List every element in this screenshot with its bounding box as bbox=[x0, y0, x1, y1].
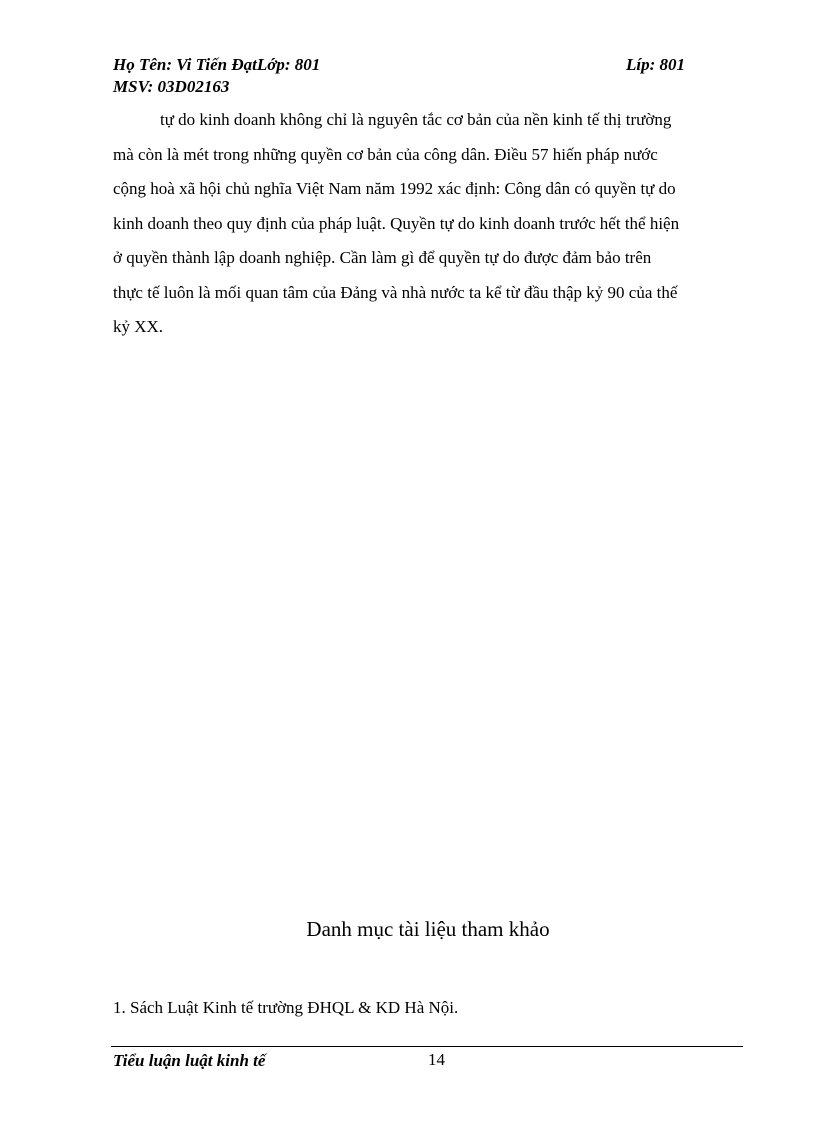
page-number: 14 bbox=[428, 1050, 445, 1069]
body-line: cộng hoà xã hội chủ nghĩa Việt Nam năm 1992 xác định: Công dân có quyền tự do bbox=[113, 179, 676, 198]
body-line: kinh doanh theo quy định của pháp luật. Quyền tự do kinh doanh trước hết thể hiện bbox=[113, 213, 680, 233]
body-line: thực tế luôn là mối quan tâm của Đảng và nhà nước ta kể từ đầu thập kỷ 90 của thế bbox=[113, 282, 678, 302]
header-class-right: Líp: 801 bbox=[626, 55, 686, 74]
body-line: kỷ XX. bbox=[113, 317, 164, 336]
body-paragraph bbox=[113, 103, 723, 345]
header-student-id: MSV: 03D02163 bbox=[113, 77, 230, 96]
body-line: tự do kinh doanh không chỉ là nguyên tắc cơ bản của nền kinh tế thị trường bbox=[160, 110, 672, 129]
footer-divider bbox=[111, 1046, 743, 1047]
reference-item: 1. Sách Luật Kinh tế trường ĐHQL & KD Hà Nội. bbox=[113, 998, 459, 1017]
footer-title: Tiểu luận luật kinh tế bbox=[113, 1051, 266, 1070]
body-line: ở quyền thành lập doanh nghiệp. Cần làm gì để quyền tự do được đảm bảo trên bbox=[113, 248, 652, 267]
references-title: Danh mục tài liệu tham khảo bbox=[306, 917, 550, 941]
header-student-name-class: Họ Tên: Vi Tiến ĐạtLớp: 801 bbox=[113, 55, 321, 74]
body-line: mà còn là mét trong những quyền cơ bản của công dân. Điều 57 hiến pháp nước bbox=[113, 144, 658, 164]
